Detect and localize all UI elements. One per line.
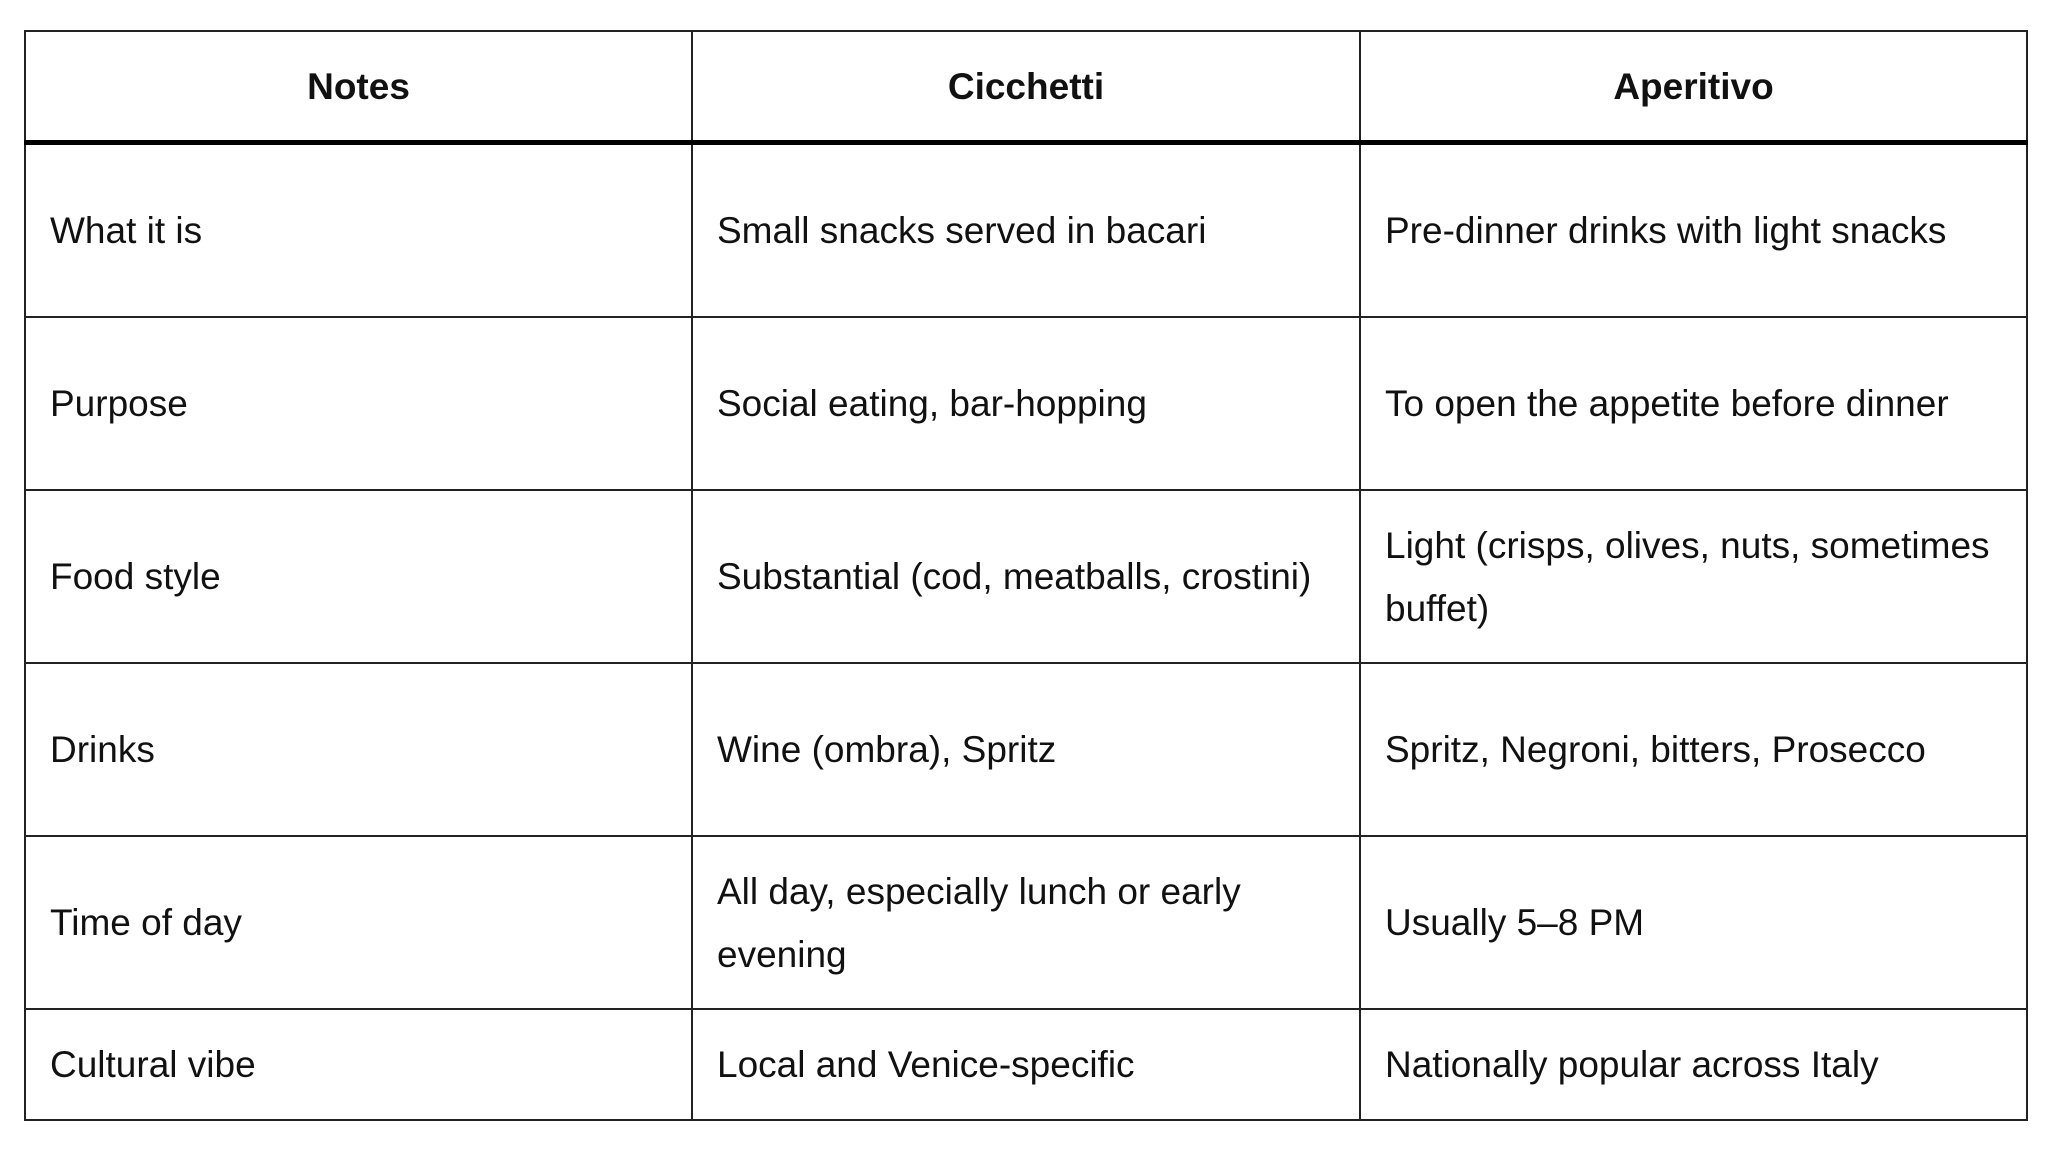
aperitivo-cell: Usually 5–8 PM bbox=[1360, 836, 2027, 1009]
aperitivo-cell: To open the appetite before dinner bbox=[1360, 317, 2027, 490]
row-label: Food style bbox=[25, 490, 692, 663]
row-label: What it is bbox=[25, 143, 692, 318]
cicchetti-cell: Social eating, bar-hopping bbox=[692, 317, 1360, 490]
cicchetti-cell: Small snacks served in bacari bbox=[692, 143, 1360, 318]
table-row bbox=[25, 143, 2027, 318]
table-row bbox=[25, 663, 2027, 836]
cicchetti-cell: Local and Venice-specific bbox=[692, 1009, 1360, 1120]
cicchetti-cell: Wine (ombra), Spritz bbox=[692, 663, 1360, 836]
aperitivo-cell: Light (crisps, olives, nuts, sometimes buffet) bbox=[1360, 490, 2027, 663]
cicchetti-cell: Substantial (cod, meatballs, crostini) bbox=[692, 490, 1360, 663]
row-label: Drinks bbox=[25, 663, 692, 836]
row-label: Cultural vibe bbox=[25, 1009, 692, 1120]
table-row bbox=[25, 1009, 2027, 1120]
row-label: Purpose bbox=[25, 317, 692, 490]
header-notes: Notes bbox=[25, 31, 692, 143]
aperitivo-cell: Nationally popular across Italy bbox=[1360, 1009, 2027, 1120]
header-aperitivo: Aperitivo bbox=[1360, 31, 2027, 143]
table-row bbox=[25, 317, 2027, 490]
cicchetti-cell: All day, especially lunch or early evening bbox=[692, 836, 1360, 1009]
table-row bbox=[25, 836, 2027, 1009]
table-row bbox=[25, 490, 2027, 663]
row-label: Time of day bbox=[25, 836, 692, 1009]
header-cicchetti: Cicchetti bbox=[692, 31, 1360, 143]
aperitivo-cell: Spritz, Negroni, bitters, Prosecco bbox=[1360, 663, 2027, 836]
aperitivo-cell: Pre-dinner drinks with light snacks bbox=[1360, 143, 2027, 318]
header-row bbox=[25, 31, 2027, 143]
comparison-table bbox=[24, 30, 2028, 1121]
